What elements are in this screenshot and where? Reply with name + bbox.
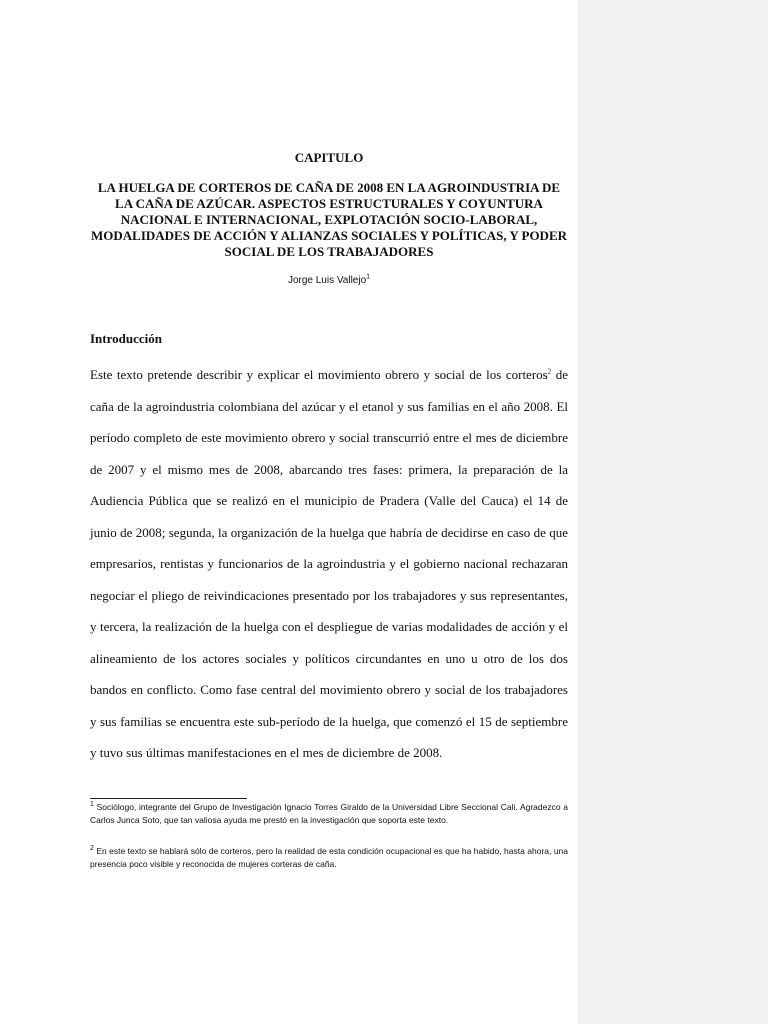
footnote-2 xyxy=(90,845,568,871)
body-paragraph xyxy=(90,359,568,769)
document-title: LA HUELGA DE CORTEROS DE CAÑA DE 2008 EN LA AGROINDUSTRIA DE LA CAÑA DE AZÚCAR. ASPECTOS ESTRUCTURALES Y COYUNTURA NACIONAL E INTERNACIONAL, EXPLOTACIÓN SOCIO-LABORAL, MODALIDADES DE ACCIÓN Y ALIANZAS SOCIALES Y POLÍTICAS, Y PODER SOCIAL DE LOS TRABAJADORES xyxy=(90,180,568,259)
footnote-2-number: 2 xyxy=(90,845,94,853)
section-heading: Introducción xyxy=(90,331,162,346)
comment-pane xyxy=(578,0,768,1024)
paragraph-text-1: Este texto pretende describir y explicar el movimiento obrero y social de los corteros xyxy=(90,367,548,382)
footnote-ref-2[interactable]: 2 xyxy=(547,367,552,376)
footnote-1-text: Sociólogo, integrante del Grupo de Investigación Ignacio Torres Giraldo de la Universidad Libre Seccional Cali. Agradezco a Carlos Junca Soto, que tan valiosa ayuda me prestó en la investigación que soporta este texto. xyxy=(90,802,568,825)
author-name: Jorge Luis Vallejo xyxy=(287,275,367,286)
footnote-1-number: 1 xyxy=(90,801,94,809)
footnote-2-text: En este texto se hablará sólo de corteros, pero la realidad de esta condición ocupacional es que ha habido, hasta ahora, una presencia poco visible y reconocida de mujeres corteras de caña. xyxy=(90,846,568,869)
paragraph-text-2: de caña de la agroindustria colombiana del azúcar y el etanol y sus familias en el año 2008. El período completo de este movimiento obrero y social transcurrió entre el mes de diciembre de 2007 y el mismo mes de 2008, abarcando tres fases: primera, la preparación de la Audiencia Pública que se realizó en el municipio de Pradera (Valle del Cauca) el 14 de junio de 2008; segunda, la organización de la huelga que habría de decidirse en caso de que empresarios, rentistas y funcionarios de la agroindustria y el gobierno nacional rechazaran negociar el pliego de reivindicaciones presentado por los trabajadores y sus representantes, y tercera, la realización de la huelga con el despliegue de varias modalidades de acción y el alineamiento de los actores sociales y políticos circundantes en uno u otro de los dos bandos en conflicto. Como fase central del movimiento obrero y social de los trabajadores y sus familias se encuentra este sub-período de la huelga, que comenzó el 15 de septiembre y tuvo sus últimas manifestaciones en el mes de diciembre de 2008. xyxy=(90,367,568,760)
chapter-heading: CAPITULO xyxy=(294,150,364,165)
footnote-separator xyxy=(90,798,247,799)
author-footnote-ref[interactable]: 1 xyxy=(366,273,371,281)
footnote-1 xyxy=(90,801,568,827)
author-line xyxy=(90,275,568,286)
